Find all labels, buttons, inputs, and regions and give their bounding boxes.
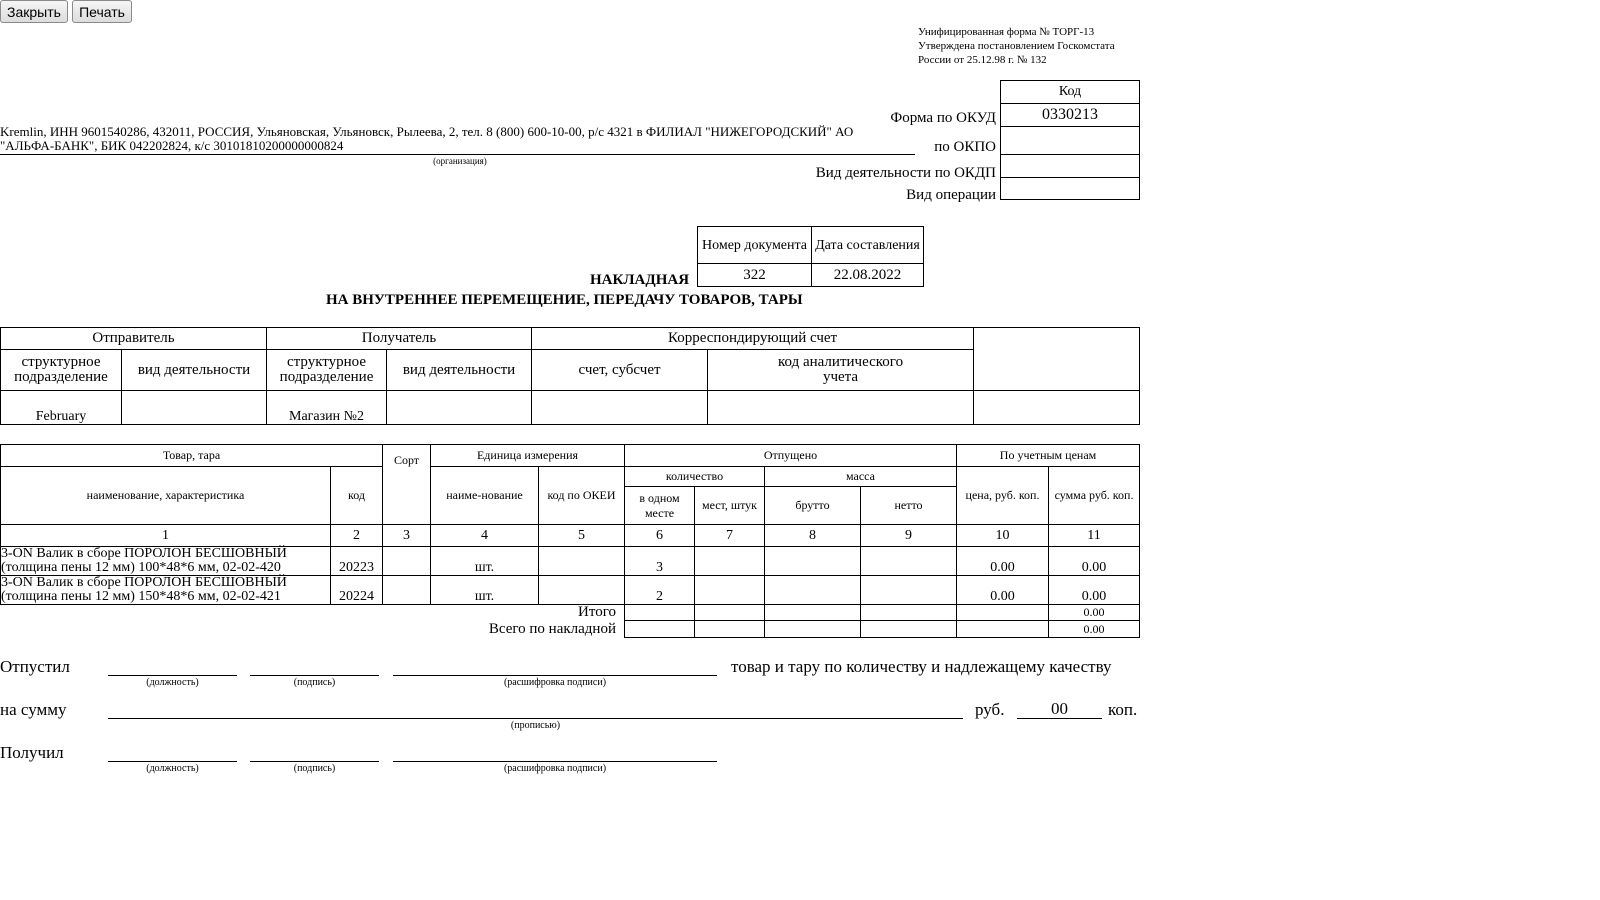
empty-cell xyxy=(974,328,1140,391)
operation-label: Вид операции xyxy=(906,187,996,203)
per-place-header: в одном месте xyxy=(625,487,695,525)
col-number: 2 xyxy=(331,525,383,547)
received-signature-line xyxy=(250,761,379,762)
receiver-struct-unit-header: структурное подразделение xyxy=(267,350,387,391)
received-position-caption: (должность) xyxy=(146,763,199,774)
goods-per-place: 2 xyxy=(625,576,695,605)
organization xyxy=(0,125,915,153)
okpo-label: по ОКПО xyxy=(934,139,996,155)
form-note-line: Утверждена постановлением Госкомстата xyxy=(918,40,1115,52)
okdp-value xyxy=(1001,155,1140,178)
col-number: 10 xyxy=(957,525,1049,547)
total-cell xyxy=(957,605,1049,621)
price-header: цена, руб. коп. xyxy=(957,467,1049,525)
receiver-activity xyxy=(387,391,532,425)
analytic-code-header: код аналитического учета xyxy=(708,350,974,391)
goods-name: 3-ON Валик в сборе ПОРОЛОН БЕСШОВНЫЙ (толщина пены 12 мм) 100*48*6 мм, 02-02-420 xyxy=(1,547,331,576)
grand-total-cell xyxy=(695,621,765,638)
goods-header: Товар, тара xyxy=(1,445,383,467)
received-decoding-caption: (расшифровка подписи) xyxy=(503,763,607,774)
document-table xyxy=(697,226,924,287)
sort-header: Сорт xyxy=(383,445,431,525)
document-number-header: Номер документа xyxy=(698,227,812,264)
col-number: 11 xyxy=(1049,525,1140,547)
col-number: 7 xyxy=(695,525,765,547)
col-number: 6 xyxy=(625,525,695,547)
sum-label: на сумму xyxy=(0,700,67,719)
codes-table xyxy=(1000,80,1140,200)
received-signature-caption: (подпись) xyxy=(293,763,336,774)
operation-value xyxy=(1001,178,1140,200)
goods-places xyxy=(695,547,765,576)
organization-line: "АЛЬФА-БАНК", БИК 042202824, к/с 30101810200000000824 xyxy=(0,138,344,153)
document-subtitle: НА ВНУТРЕННЕЕ ПЕРЕМЕЩЕНИЕ, ПЕРЕДАЧУ ТОВАРОВ, ТАРЫ xyxy=(326,292,803,308)
total-cell xyxy=(695,605,765,621)
form-note-line: Унифицированная форма № ТОРГ-13 xyxy=(918,26,1095,38)
col-number: 9 xyxy=(861,525,957,547)
kop-value: 00 xyxy=(1051,699,1068,718)
close-button[interactable]: Закрыть xyxy=(0,0,68,23)
okei-header: код по ОКЕИ xyxy=(539,467,625,525)
goods-okei xyxy=(539,547,625,576)
sum-header: сумма руб. коп. xyxy=(1049,467,1140,525)
code-header: код xyxy=(331,467,383,525)
receiver-unit: Магазин №2 xyxy=(267,391,387,425)
grand-total-cell xyxy=(861,621,957,638)
name-header: наименование, характеристика xyxy=(1,467,331,525)
table-row xyxy=(1,547,1140,576)
received-position-line xyxy=(108,761,237,762)
col-number: 3 xyxy=(383,525,431,547)
unit-name-header: наиме-нование xyxy=(431,467,539,525)
received-label: Получил xyxy=(0,743,64,762)
goods-name: 3-ON Валик в сборе ПОРОЛОН БЕСШОВНЫЙ (толщина пены 12 мм) 150*48*6 мм, 02-02-421 xyxy=(1,576,331,605)
goods-okei xyxy=(539,576,625,605)
goods-sort xyxy=(383,576,431,605)
mass-header: масса xyxy=(765,467,957,487)
kop-label: коп. xyxy=(1108,700,1138,719)
released-signature-caption: (подпись) xyxy=(293,677,336,688)
sum-words-line xyxy=(108,718,963,719)
total-cell xyxy=(765,605,861,621)
goods-net xyxy=(861,547,957,576)
sender-activity xyxy=(122,391,267,425)
released-suffix: товар и тару по количеству и надлежащему качеству xyxy=(731,657,1112,676)
released-signature-line xyxy=(250,675,379,676)
released-header: Отпущено xyxy=(625,445,957,467)
goods-code: 20224 xyxy=(331,576,383,605)
form-note xyxy=(918,25,1115,67)
sum-words-caption: (прописью) xyxy=(510,720,561,731)
total-sum: 0.00 xyxy=(1049,605,1140,621)
document-date-header: Дата составления xyxy=(812,227,924,264)
goods-unit: шт. xyxy=(431,576,539,605)
goods-table xyxy=(0,444,1140,638)
released-decoding-caption: (расшифровка подписи) xyxy=(503,677,607,688)
col-number: 8 xyxy=(765,525,861,547)
grand-total-label: Всего по накладной xyxy=(488,620,616,637)
corr-account-header: Корреспондирующий счет xyxy=(532,328,974,350)
gross-header: брутто xyxy=(765,487,861,525)
account-header: счет, субсчет xyxy=(532,350,708,391)
print-button[interactable]: Печать xyxy=(72,0,132,23)
qty-header: количество xyxy=(625,467,765,487)
goods-gross xyxy=(765,576,861,605)
rub-label: руб. xyxy=(975,700,1005,719)
empty-cell xyxy=(974,391,1140,425)
total-label: Итого xyxy=(578,604,616,621)
goods-gross xyxy=(765,547,861,576)
account-value xyxy=(532,391,708,425)
okdp-label: Вид деятельности по ОКДП xyxy=(815,165,996,181)
goods-sort xyxy=(383,547,431,576)
col-number: 1 xyxy=(1,525,331,547)
received-decoding-line xyxy=(393,761,717,762)
document-title: НАКЛАДНАЯ xyxy=(590,272,690,288)
goods-per-place: 3 xyxy=(625,547,695,576)
total-cell xyxy=(861,605,957,621)
receiver-header: Получатель xyxy=(267,328,532,350)
sender-header: Отправитель xyxy=(1,328,267,350)
okud-label: Форма по ОКУД xyxy=(890,110,996,126)
released-decoding-line xyxy=(393,675,717,676)
organization-caption: (организация) xyxy=(433,156,487,166)
sender-struct-unit-header: структурное подразделение xyxy=(1,350,122,391)
goods-code: 20223 xyxy=(331,547,383,576)
goods-price: 0.00 xyxy=(957,547,1049,576)
released-label: Отпустил xyxy=(0,657,70,676)
net-header: нетто xyxy=(861,487,957,525)
goods-net xyxy=(861,576,957,605)
receiver-activity-header: вид деятельности xyxy=(387,350,532,391)
goods-sum: 0.00 xyxy=(1049,547,1140,576)
table-row xyxy=(1,576,1140,605)
organization-line: Kremlin, ИНН 9601540286, 432011, РОССИЯ, Ульяновская, Ульяновск, Рылеева, 2, тел. 8 (800) 600-10-00, р/с 4321 в ФИЛИАЛ "НИЖЕГОРОДСКИЙ" АО xyxy=(0,124,854,139)
analytic-code-value xyxy=(708,391,974,425)
unit-header: Единица измерения xyxy=(431,445,625,467)
codes-header: Код xyxy=(1001,81,1140,104)
prices-header: По учетным ценам xyxy=(957,445,1140,467)
places-header: мест, штук xyxy=(695,487,765,525)
okud-value: 0330213 xyxy=(1001,104,1140,127)
goods-places xyxy=(695,576,765,605)
released-position-caption: (должность) xyxy=(146,677,199,688)
goods-price: 0.00 xyxy=(957,576,1049,605)
col-number: 5 xyxy=(539,525,625,547)
goods-unit: шт. xyxy=(431,547,539,576)
document-date: 22.08.2022 xyxy=(812,264,924,287)
okpo-value xyxy=(1001,127,1140,155)
col-number: 4 xyxy=(431,525,539,547)
grand-total-cell xyxy=(765,621,861,638)
organization-underline xyxy=(0,154,915,155)
released-position-line xyxy=(108,675,237,676)
parties-table xyxy=(0,327,1140,425)
sender-unit: February xyxy=(1,391,122,425)
grand-total-cell xyxy=(957,621,1049,638)
total-cell xyxy=(625,605,695,621)
grand-total-sum: 0.00 xyxy=(1049,621,1140,638)
document-number: 322 xyxy=(698,264,812,287)
grand-total-cell xyxy=(625,621,695,638)
form-note-line: России от 25.12.98 г. № 132 xyxy=(918,54,1047,66)
goods-sum: 0.00 xyxy=(1049,576,1140,605)
sender-activity-header: вид деятельности xyxy=(122,350,267,391)
